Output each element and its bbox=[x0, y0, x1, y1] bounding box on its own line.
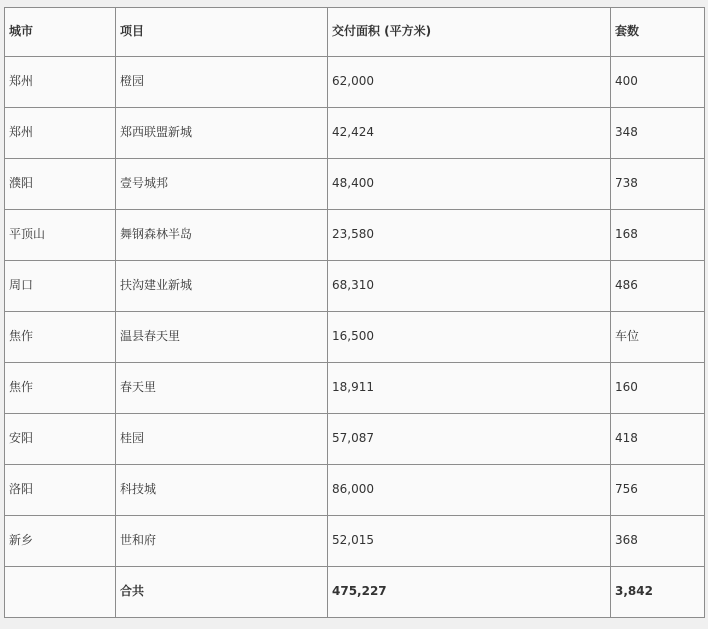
cell-city: 安阳 bbox=[5, 414, 116, 465]
cell-units: 168 bbox=[611, 210, 705, 261]
cell-total-area: 475,227 bbox=[328, 567, 611, 618]
cell-project: 壹号城邦 bbox=[116, 159, 328, 210]
cell-area: 68,310 bbox=[328, 261, 611, 312]
column-header-units: 套数 bbox=[611, 8, 705, 57]
cell-project: 温县春天里 bbox=[116, 312, 328, 363]
cell-area: 16,500 bbox=[328, 312, 611, 363]
cell-units: 756 bbox=[611, 465, 705, 516]
table-row bbox=[5, 312, 705, 363]
table-header-row bbox=[5, 8, 705, 57]
cell-units: 160 bbox=[611, 363, 705, 414]
cell-units: 400 bbox=[611, 57, 705, 108]
cell-city: 郑州 bbox=[5, 108, 116, 159]
cell-area: 42,424 bbox=[328, 108, 611, 159]
cell-total-label: 合共 bbox=[116, 567, 328, 618]
cell-city: 郑州 bbox=[5, 57, 116, 108]
table-row bbox=[5, 516, 705, 567]
table-row bbox=[5, 108, 705, 159]
cell-project: 春天里 bbox=[116, 363, 328, 414]
cell-project: 扶沟建业新城 bbox=[116, 261, 328, 312]
cell-area: 52,015 bbox=[328, 516, 611, 567]
table-row bbox=[5, 210, 705, 261]
cell-area: 23,580 bbox=[328, 210, 611, 261]
table-row bbox=[5, 57, 705, 108]
cell-area: 48,400 bbox=[328, 159, 611, 210]
cell-city: 平顶山 bbox=[5, 210, 116, 261]
cell-area: 57,087 bbox=[328, 414, 611, 465]
table-row bbox=[5, 414, 705, 465]
cell-project: 科技城 bbox=[116, 465, 328, 516]
cell-city: 洛阳 bbox=[5, 465, 116, 516]
cell-project: 世和府 bbox=[116, 516, 328, 567]
cell-city: 焦作 bbox=[5, 312, 116, 363]
cell-units: 738 bbox=[611, 159, 705, 210]
cell-total-units: 3,842 bbox=[611, 567, 705, 618]
cell-project: 橙园 bbox=[116, 57, 328, 108]
cell-area: 86,000 bbox=[328, 465, 611, 516]
cell-city-empty bbox=[5, 567, 116, 618]
table-total-row bbox=[5, 567, 705, 618]
column-header-delivered-area: 交付面积 (平方米) bbox=[328, 8, 611, 57]
cell-city: 焦作 bbox=[5, 363, 116, 414]
delivery-table bbox=[4, 7, 705, 618]
cell-area: 62,000 bbox=[328, 57, 611, 108]
column-header-city: 城市 bbox=[5, 8, 116, 57]
table-row bbox=[5, 261, 705, 312]
cell-project: 桂园 bbox=[116, 414, 328, 465]
cell-units: 368 bbox=[611, 516, 705, 567]
cell-units: 418 bbox=[611, 414, 705, 465]
cell-project: 舞钢森林半岛 bbox=[116, 210, 328, 261]
cell-units: 车位 bbox=[611, 312, 705, 363]
cell-city: 周口 bbox=[5, 261, 116, 312]
column-header-project: 项目 bbox=[116, 8, 328, 57]
cell-city: 濮阳 bbox=[5, 159, 116, 210]
cell-area: 18,911 bbox=[328, 363, 611, 414]
cell-units: 348 bbox=[611, 108, 705, 159]
cell-units: 486 bbox=[611, 261, 705, 312]
cell-project: 郑西联盟新城 bbox=[116, 108, 328, 159]
table-row bbox=[5, 363, 705, 414]
cell-city: 新乡 bbox=[5, 516, 116, 567]
table-row bbox=[5, 465, 705, 516]
table-row bbox=[5, 159, 705, 210]
